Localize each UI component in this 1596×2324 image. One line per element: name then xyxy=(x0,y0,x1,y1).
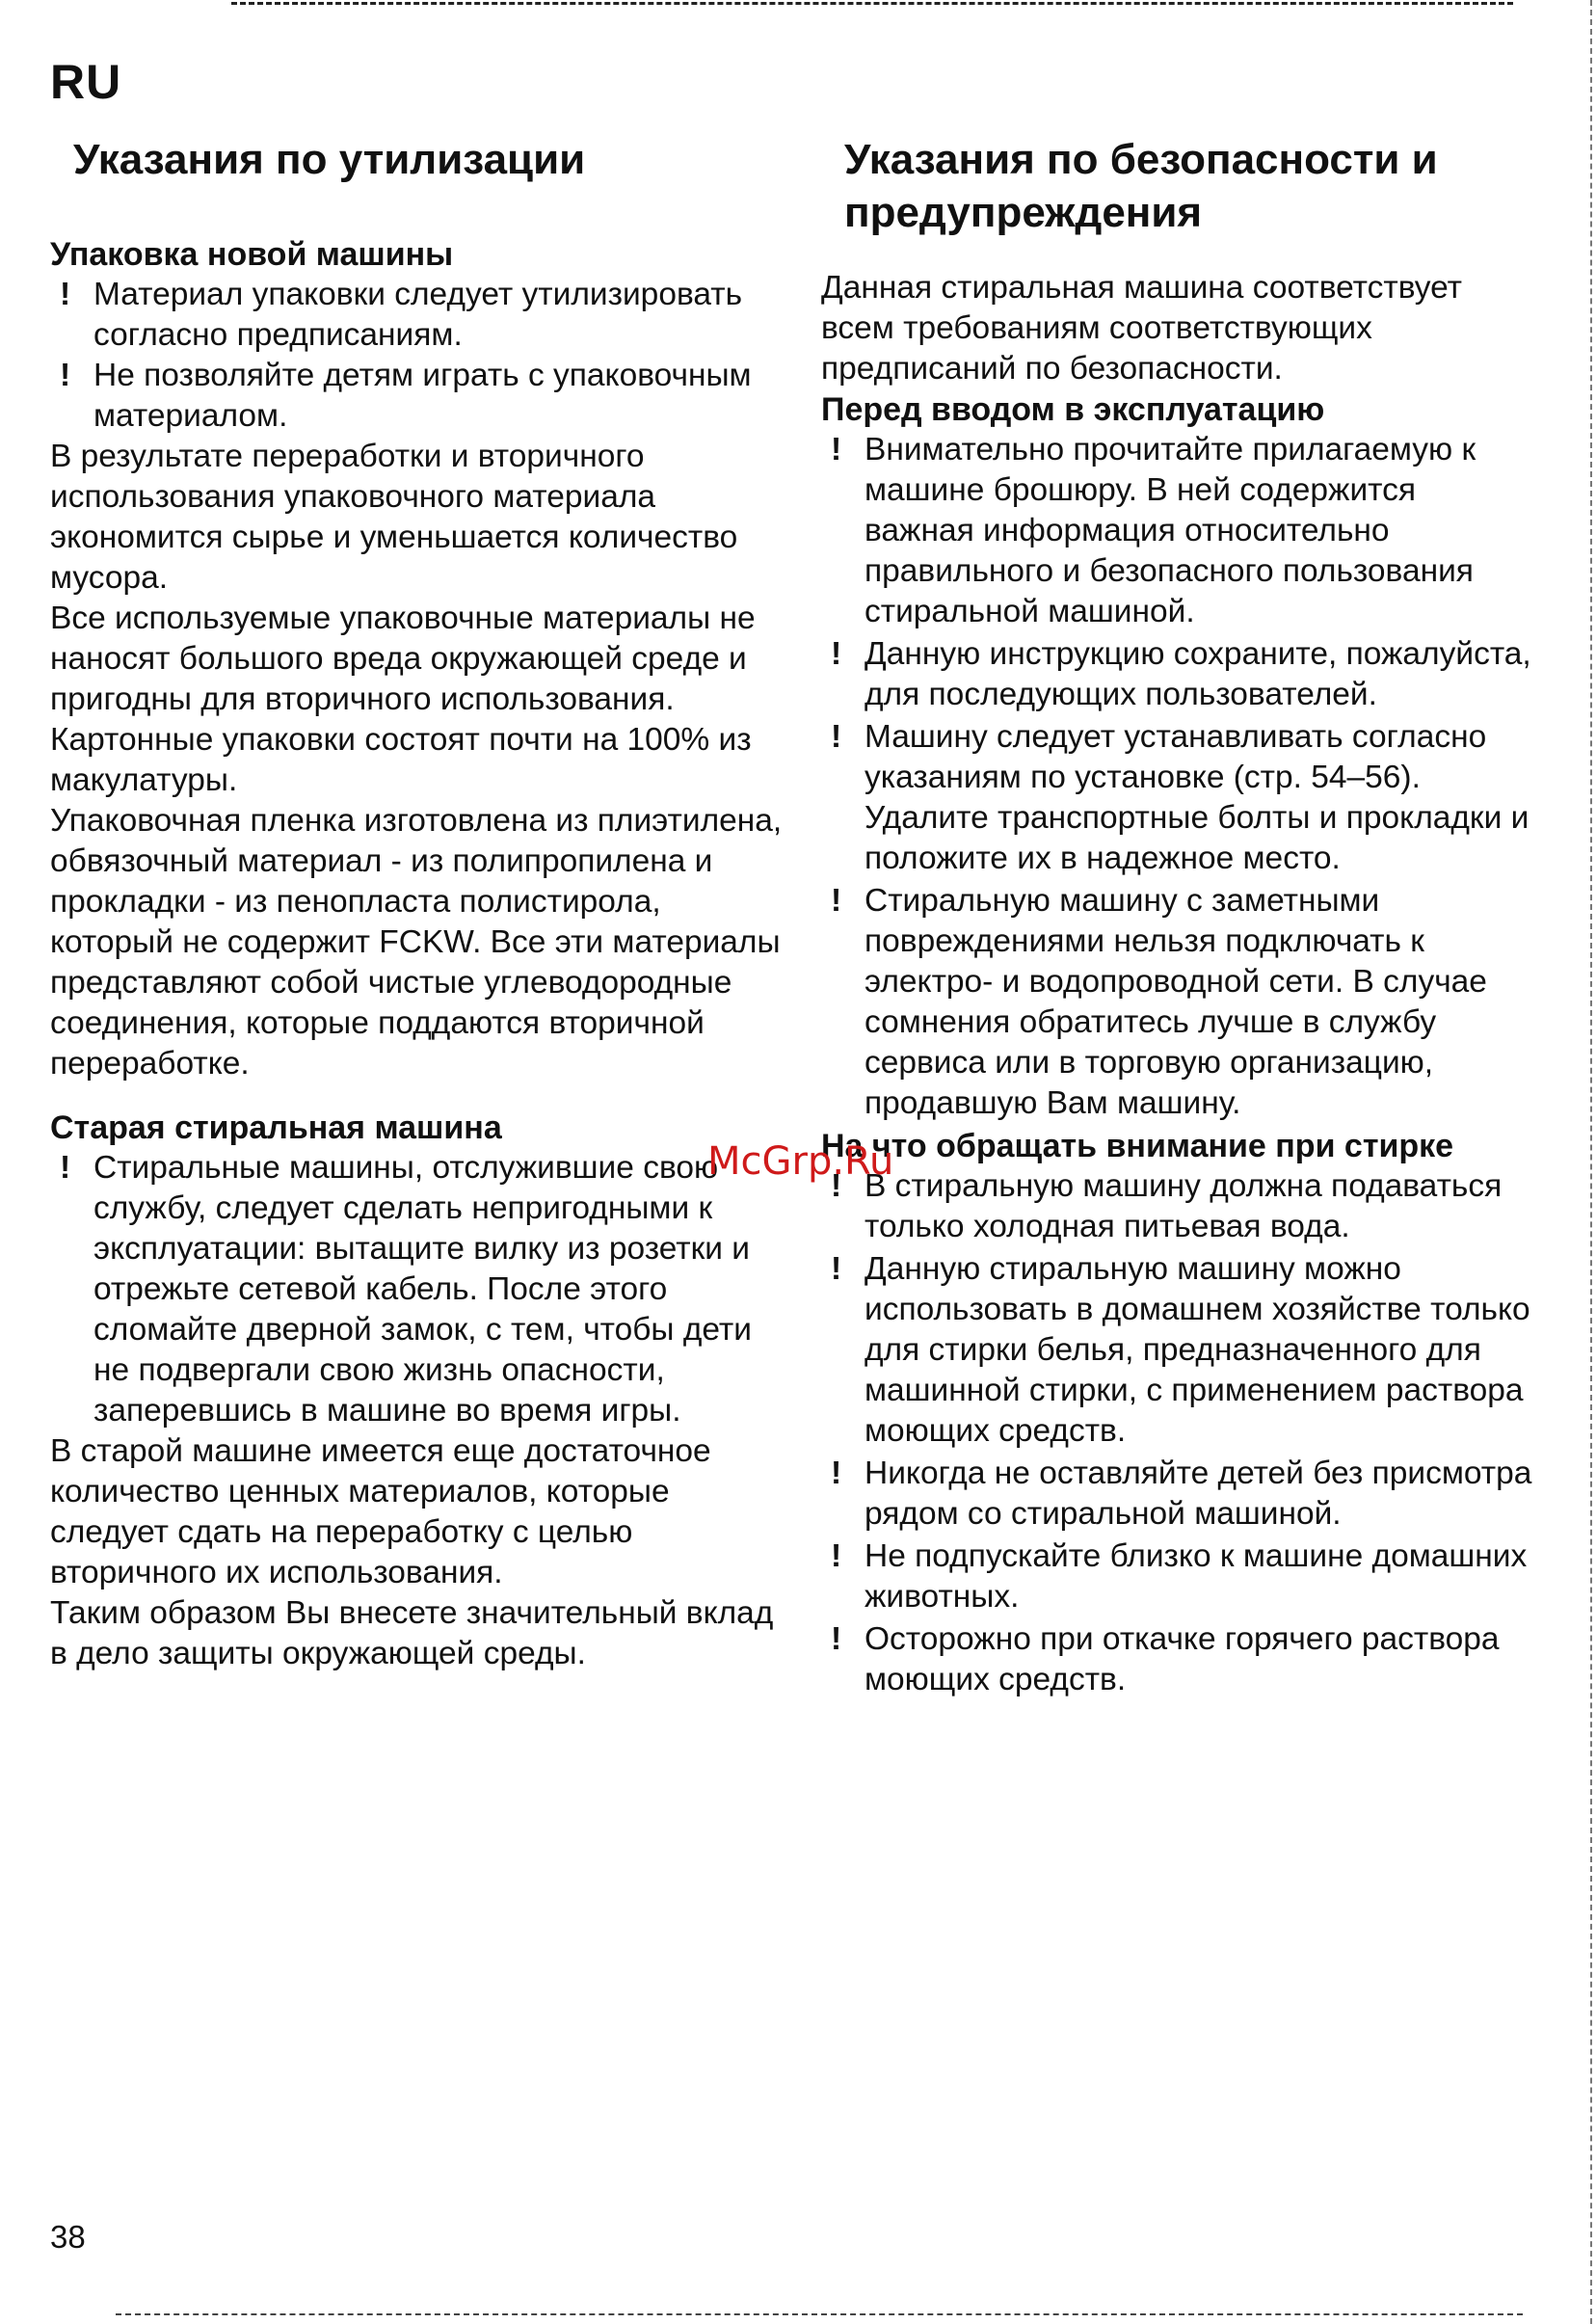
bullet-item: ! Осторожно при откачке горячего раствора моющих средств. xyxy=(821,1619,1534,1700)
right-scan-border xyxy=(1590,0,1592,2324)
disposal-title: Указания по утилизации xyxy=(73,136,586,183)
paragraph: Таким образом Вы внесете значительный вклад в дело защиты окружающей среды. xyxy=(50,1595,774,1671)
paragraph: В старой машине имеется еще достаточное количество ценных материалов, которые следует сдать на переработку с целью вторичного их использования. xyxy=(50,1433,711,1590)
old-machine-bullets xyxy=(50,1148,783,1431)
old-machine-heading: Старая стиральная машина xyxy=(50,1109,502,1146)
bullet-item: ! Стиральные машины, отслужившие свою службу, следует сделать непригодными к эксплуатации: вытащите вилку из розетки и отрежьте сетевой кабель. После этого сломайте дверной замок, с тем, чтобы дети не подвергали свою жизнь опасности, заперевшись в машине во время игры. xyxy=(50,1148,783,1431)
disposal-column xyxy=(50,133,783,1674)
packaging-bullets xyxy=(50,275,783,437)
bullet-item: ! Машину следует устанавливать согласно указаниям по установке (стр. 54–56). Удалите транспортные болты и прокладки и положите их в надежное место. xyxy=(821,717,1534,879)
packaging-heading: Упаковка новой машины xyxy=(50,236,454,273)
bullet-item: ! Не позволяйте детям играть с упаковочным материалом. xyxy=(50,356,783,437)
safety-column xyxy=(821,133,1534,1702)
bullet-item: ! Не подпускайте близко к машине домашних животных. xyxy=(821,1536,1534,1617)
paragraph: Упаковочная пленка изготовлена из плиэтилена, обвязочный материал - из полипропилена и прокладки - из пенопласта полистирола, который не содержит FCKW. Все эти материалы представляют собой чистые углеводородные соединения, которые поддаются вторичной переработке. xyxy=(50,803,783,1082)
bullet-item: ! Никогда не оставляйте детей без присмотра рядом со стиральной машиной. xyxy=(821,1454,1534,1535)
washing-heading: На что обращать внимание при стирке xyxy=(821,1128,1454,1164)
watermark-logo: McGrp.Ru xyxy=(707,1139,894,1184)
before-use-bullets xyxy=(821,430,1534,1124)
safety-title: Указания по безопасности и предупреждения xyxy=(844,136,1438,236)
safety-intro: Данная стиральная машина соответствует всем требованиям соответствующих предписаний по безопасности. xyxy=(821,270,1463,387)
top-scan-border xyxy=(231,2,1513,5)
bottom-scan-border xyxy=(116,2313,1523,2315)
page-number: 38 xyxy=(50,2219,86,2255)
washing-bullets xyxy=(821,1166,1534,1700)
bullet-item: ! В стиральную машину должна подаваться только холодная питьевая вода. xyxy=(821,1166,1534,1247)
bullet-item: ! Данную стиральную машину можно использовать в домашнем хозяйстве только для стирки белья, предназначенного для машинной стирки, с применением раствора моющих средств. xyxy=(821,1249,1534,1452)
before-use-heading: Перед вводом в эксплуатацию xyxy=(821,391,1325,428)
bullet-item: ! Данную инструкцию сохраните, пожалуйста, для последующих пользователей. xyxy=(821,634,1534,715)
bullet-item: ! Материал упаковки следует утилизировать согласно предписаниям. xyxy=(50,275,783,356)
bullet-item: ! Стиральную машину с заметными повреждениями нельзя подключать к электро- и водопроводной сети. В случае сомнения обратитесь лучше в службу сервиса или в торговую организацию, продавшую Вам машину. xyxy=(821,881,1534,1124)
paragraph: Все используемые упаковочные материалы не наносят большого вреда окружающей среде и пригодны для вторичного использования. Картонные упаковки состоят почти на 100% из макулатуры. xyxy=(50,601,756,798)
language-code: RU xyxy=(50,55,122,109)
bullet-item: ! Внимательно прочитайте прилагаемую к машине брошюру. В ней содержится важная информация относительно правильного и безопасного пользования стиральной машиной. xyxy=(821,430,1534,632)
paragraph: В результате переработки и вторичного использования упаковочного материала экономится сырье и уменьшается количество мусора. xyxy=(50,439,738,596)
